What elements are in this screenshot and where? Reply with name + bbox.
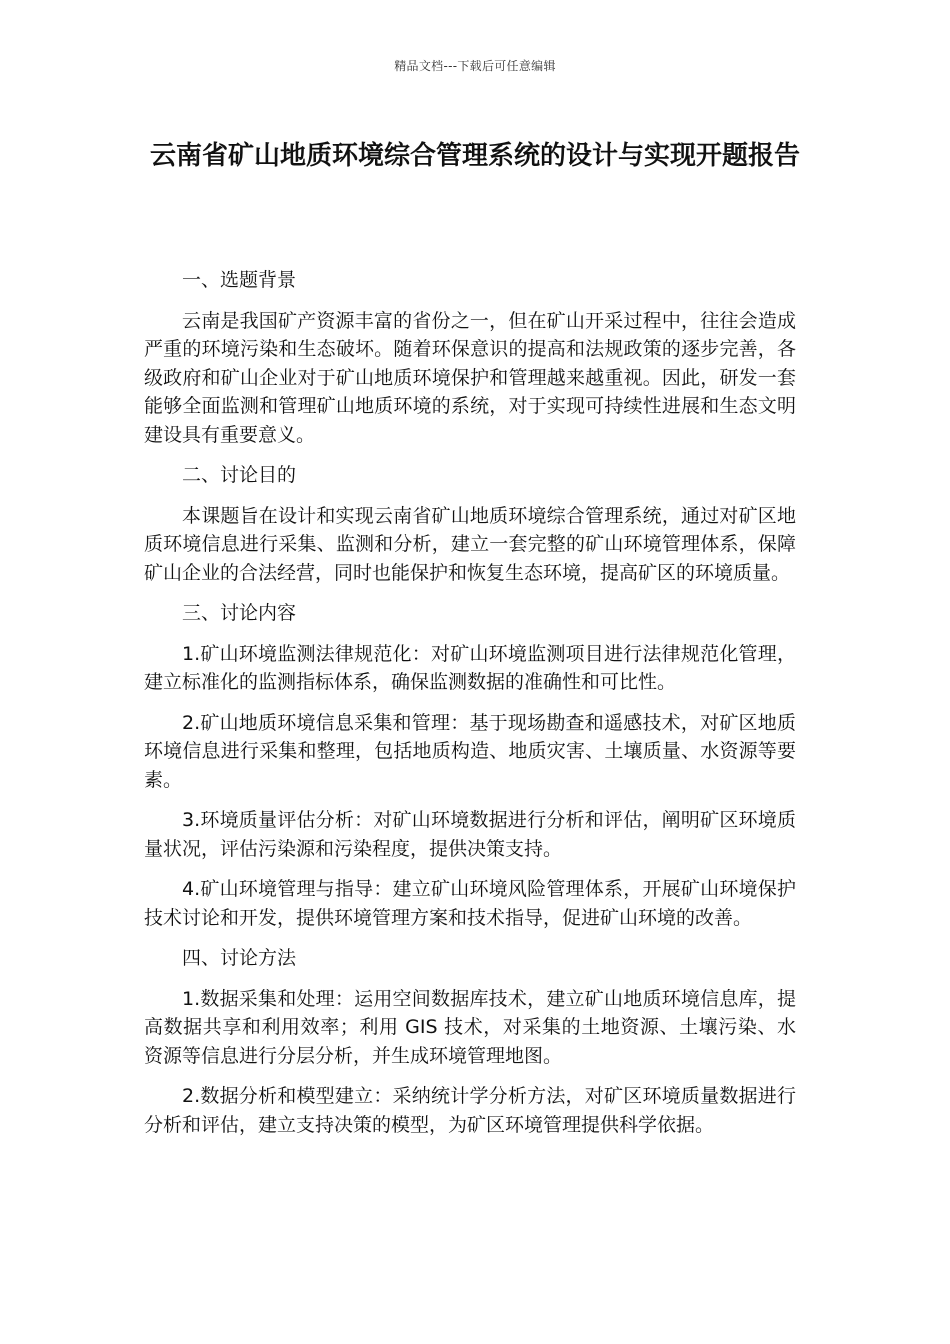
section-heading-methods: 四、讨论方法 xyxy=(182,947,297,969)
paragraph-content-item-1: 1.矿山环境监测法律规范化：对矿山环境监测项目进行法律规范化管理，建立标准化的监测指标体系，确保监测数据的准确性和可比性。 xyxy=(144,642,796,693)
paragraph-purpose: 本课题旨在设计和实现云南省矿山地质环境综合管理系统，通过对矿区地质环境信息进行采集、监测和分析，建立一套完整的矿山环境管理体系，保障矿山企业的合法经营，同时也能保护和恢复生态环境，提高矿区的环境质量。 xyxy=(144,504,796,584)
paragraph-method-item-1: 1.数据采集和处理：运用空间数据库技术，建立矿山地质环境信息库，提高数据共享和利用效率；利用 GIS 技术，对采集的土地资源、土壤污染、水资源等信息进行分层分析，并生成环境管理地图。 xyxy=(144,987,796,1067)
paragraph-content-item-3: 3.环境质量评估分析：对矿山环境数据进行分析和评估，阐明矿区环境质量状况，评估污染源和污染程度，提供决策支持。 xyxy=(144,809,796,860)
document-title: 云南省矿山地质环境综合管理系统的设计与实现开题报告 xyxy=(149,141,800,171)
header-note: 精品文档---下载后可任意编辑 xyxy=(394,59,556,73)
paragraph-background: 云南是我国矿产资源丰富的省份之一，但在矿山开采过程中，往往会造成严重的环境污染和生态破坏。随着环保意识的提高和法规政策的逐步完善，各级政府和矿山企业对于矿山地质环境保护和管理越来越重视。因此，研发一套能够全面监测和管理矿山地质环境的系统，对于实现可持续性进展和生态文明建设具有重要意义。 xyxy=(144,309,796,446)
section-heading-background: 一、选题背景 xyxy=(182,269,297,291)
section-heading-content: 三、讨论内容 xyxy=(182,602,297,624)
paragraph-content-item-2: 2.矿山地质环境信息采集和管理：基于现场勘查和遥感技术，对矿区地质环境信息进行采集和整理，包括地质构造、地质灾害、土壤质量、水资源等要素。 xyxy=(144,711,796,791)
document-body xyxy=(144,266,796,1151)
section-heading-purpose: 二、讨论目的 xyxy=(182,464,297,486)
paragraph-method-item-2: 2.数据分析和模型建立：采纳统计学分析方法，对矿区环境质量数据进行分析和评估，建立支持决策的模型，为矿区环境管理提供科学依据。 xyxy=(144,1085,796,1136)
paragraph-content-item-4: 4.矿山环境管理与指导：建立矿山环境风险管理体系，开展矿山环境保护技术讨论和开发，提供环境管理方案和技术指导，促进矿山环境的改善。 xyxy=(144,878,796,929)
